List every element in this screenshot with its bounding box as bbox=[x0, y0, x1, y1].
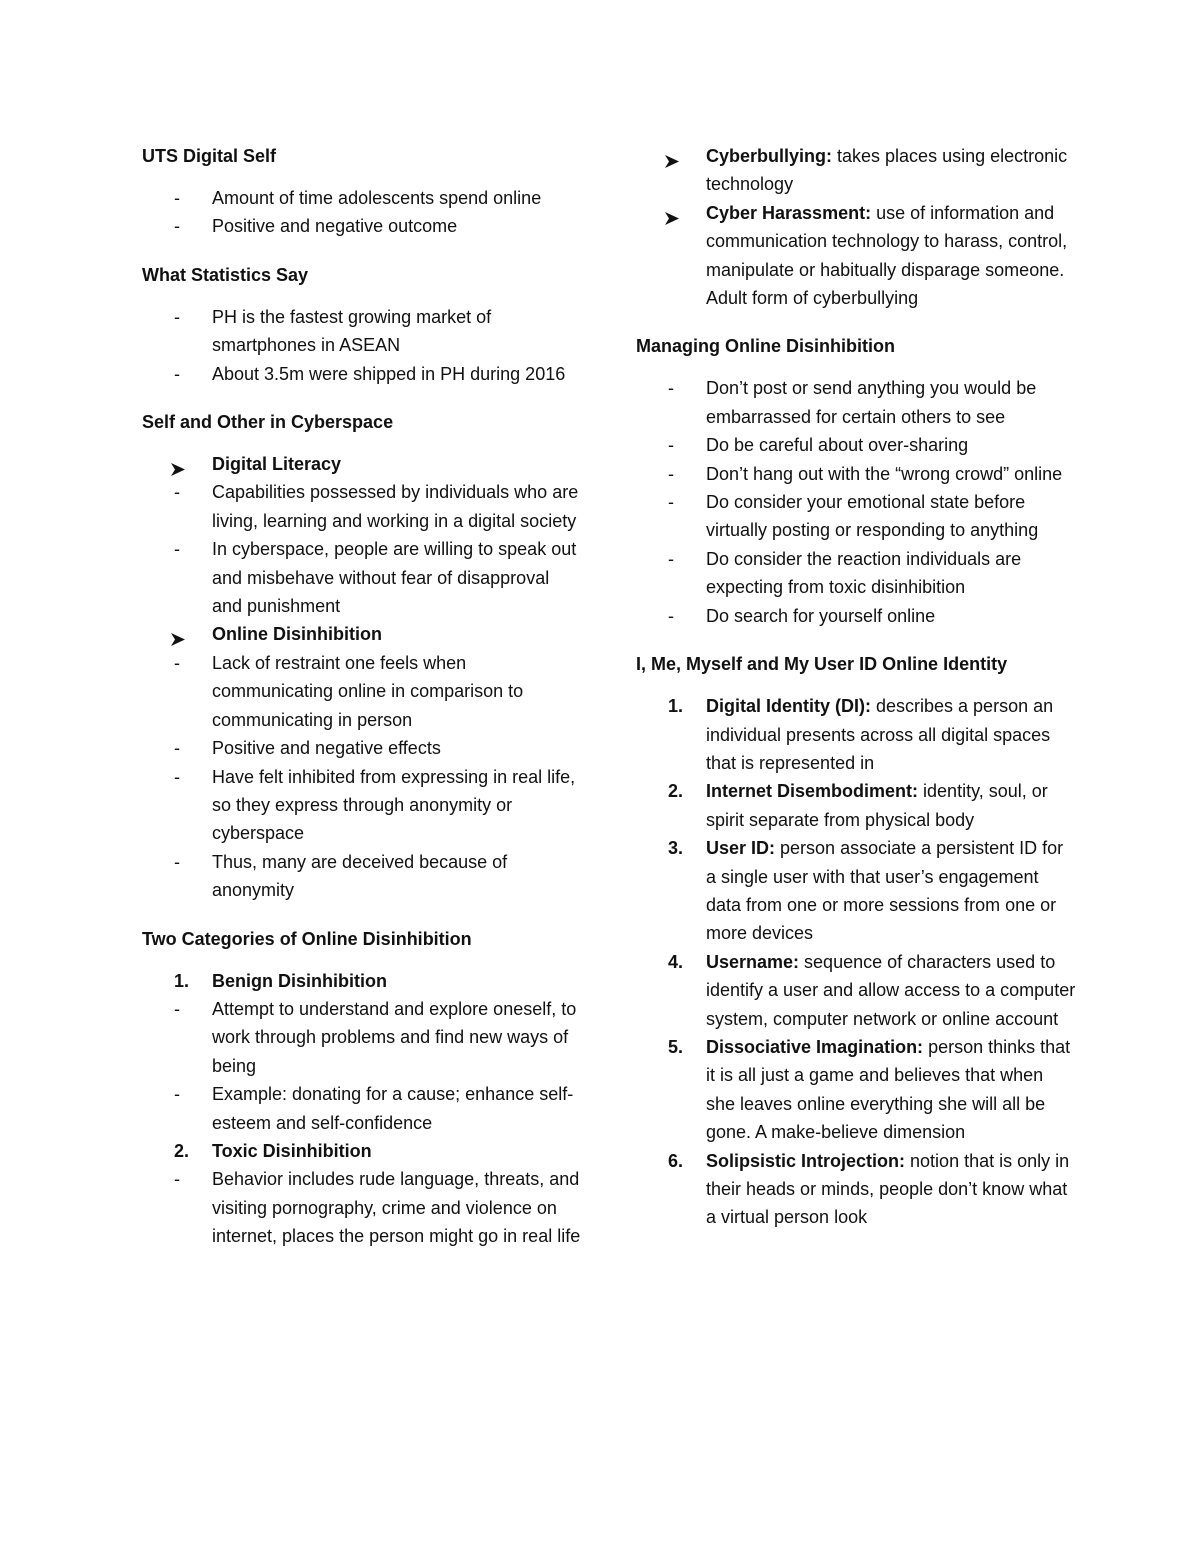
number-marker: 2. bbox=[174, 1140, 190, 1161]
numbered-item: 2. Internet Disembodiment: identity, soul, or spirit separate from physical body bbox=[636, 777, 1076, 834]
cyberspace-title: Self and Other in Cyberspace bbox=[142, 412, 394, 433]
numbered-item: 3. User ID: person associate a persistent ID for a single user with that user’s engagement data from one or more sessions from one or more devices bbox=[636, 834, 1076, 948]
dash-marker: - bbox=[174, 851, 180, 872]
list-item: - Have felt inhibited from expressing in real life, so they express through anonymity or cyberspace bbox=[142, 763, 582, 848]
dash-marker: - bbox=[668, 463, 674, 484]
number-marker: 5. bbox=[668, 1036, 684, 1057]
list-item: - About 3.5m were shipped in PH during 2016 bbox=[142, 360, 582, 388]
identity-title: I, Me, Myself and My User ID Online Identity bbox=[636, 654, 1008, 675]
dash-marker: - bbox=[174, 539, 180, 560]
dash-marker: - bbox=[174, 216, 180, 237]
numbered-item: 1. Benign Disinhibition bbox=[142, 967, 582, 995]
uts-title: UTS Digital Self bbox=[142, 146, 277, 166]
list-item: - Do search for yourself online bbox=[636, 602, 1076, 630]
list-item: - Capabilities possessed by individuals who are living, learning and working in a digital society bbox=[142, 478, 582, 535]
list-item: - Do be careful about over-sharing bbox=[636, 431, 1076, 459]
list-item: - Amount of time adolescents spend online bbox=[142, 184, 582, 212]
dash-marker: - bbox=[668, 548, 674, 569]
list-item: - Positive and negative effects bbox=[142, 734, 582, 762]
arrow-item: Cyber Harassment: use of information and communication technology to harass, control, manipulate or habitually disparage someone. Adult form of cyberbullying bbox=[636, 199, 1076, 313]
arrow-bullet-icon bbox=[664, 149, 694, 177]
dash-marker: - bbox=[174, 363, 180, 384]
number-marker: 1. bbox=[174, 970, 190, 991]
numbered-item: 6. Solipsistic Introjection: notion that is only in their heads or minds, people don’t know what a virtual person look bbox=[636, 1147, 1076, 1232]
dash-marker: - bbox=[668, 378, 674, 399]
number-marker: 2. bbox=[668, 781, 684, 802]
number-marker: 1. bbox=[668, 696, 684, 717]
numbered-item: 4. Username: sequence of characters used to identify a user and allow access to a computer system, computer network or online account bbox=[636, 948, 1076, 1033]
right-column bbox=[636, 138, 1076, 1232]
list-item: - Do consider your emotional state before virtually posting or responding to anything bbox=[636, 488, 1076, 545]
arrow-item: Cyberbullying: takes places using electronic technology bbox=[636, 142, 1076, 199]
list-item: - Lack of restraint one feels when communicating online in comparison to communicating in person bbox=[142, 649, 582, 734]
arrow-item: Online Disinhibition bbox=[142, 620, 582, 648]
list-item: - Positive and negative outcome bbox=[142, 212, 582, 240]
list-item: - Behavior includes rude language, threats, and visiting pornography, crime and violence on internet, places the person might go in real life bbox=[142, 1165, 582, 1250]
arrow-item: Digital Literacy bbox=[142, 450, 582, 478]
dash-marker: - bbox=[668, 605, 674, 626]
dash-marker: - bbox=[174, 766, 180, 787]
list-item: - In cyberspace, people are willing to speak out and misbehave without fear of disapproval and punishment bbox=[142, 535, 582, 620]
two-categories-title: Two Categories of Online Disinhibition bbox=[142, 928, 472, 949]
dash-marker: - bbox=[174, 188, 180, 208]
number-marker: 4. bbox=[668, 951, 684, 972]
dash-marker: - bbox=[668, 492, 674, 513]
list-item: - Don’t post or send anything you would be embarrassed for certain others to see bbox=[636, 374, 1076, 431]
number-marker: 3. bbox=[668, 838, 684, 859]
left-column bbox=[142, 138, 582, 1251]
numbered-item: 1. Digital Identity (DI): describes a person an individual presents across all digital spaces that is represented in bbox=[636, 692, 1076, 777]
list-item: - Example: donating for a cause; enhance self-esteem and self-confidence bbox=[142, 1080, 582, 1137]
number-marker: 6. bbox=[668, 1150, 684, 1171]
dash-marker: - bbox=[174, 306, 180, 327]
arrow-bullet-icon bbox=[664, 206, 694, 234]
list-item: - Don’t hang out with the “wrong crowd” online bbox=[636, 460, 1076, 488]
numbered-item: 5. Dissociative Imagination: person thinks that it is all just a game and believes that when she leaves online everything she will all be gone. A make-believe dimension bbox=[636, 1033, 1076, 1147]
list-item: - PH is the fastest growing market of smartphones in ASEAN bbox=[142, 303, 582, 360]
dash-marker: - bbox=[174, 482, 180, 503]
numbered-item: 2. Toxic Disinhibition bbox=[142, 1137, 582, 1165]
list-item: - Do consider the reaction individuals are expecting from toxic disinhibition bbox=[636, 545, 1076, 602]
dash-marker: - bbox=[174, 1084, 180, 1105]
dash-marker: - bbox=[174, 1169, 180, 1190]
stats-title: What Statistics Say bbox=[142, 264, 309, 285]
dash-marker: - bbox=[174, 738, 180, 759]
managing-title: Managing Online Disinhibition bbox=[636, 336, 895, 357]
list-item: - Attempt to understand and explore oneself, to work through problems and find new ways of being bbox=[142, 995, 582, 1080]
dash-marker: - bbox=[174, 998, 180, 1019]
dash-marker: - bbox=[174, 652, 180, 673]
list-item: - Thus, many are deceived because of anonymity bbox=[142, 848, 582, 905]
dash-marker: - bbox=[668, 435, 674, 456]
